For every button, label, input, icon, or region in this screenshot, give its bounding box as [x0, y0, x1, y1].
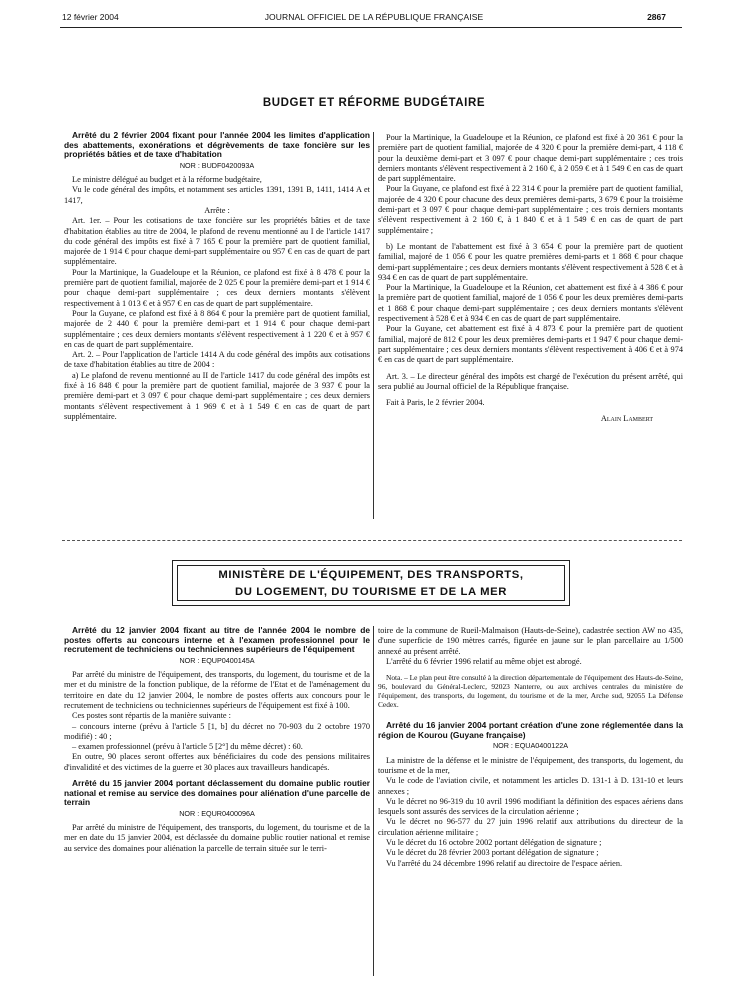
bottom-col1	[64, 626, 370, 854]
arrete3-p2: toire de la commune de Rueil-Malmaison (Hauts-de-Seine), cadastrée section AW no 435, d'une superficie de 190 mètres carrés, figurée en jaune sur le plan parcellaire au 1/500 annexé au présent arrêté.	[378, 626, 683, 656]
arrete1-martinique-abattement: Pour la Martinique, la Guadeloupe et la Réunion, cet abattement est fixé à 4 386 € pour la première part de quotient familial, majoré de 1 056 € pour les deux premières demi-parts et 1 868 € pour chaque demi-part supplémentaire ; ces deux derniers montants s'élèvent respectivement à 528 € et à 934 € en cas de quart de part supplémentaire.	[378, 283, 683, 324]
arrete1-abattement: b) Le montant de l'abattement est fixé à 3 654 € pour la première part de quotient familial, majoré de 1 056 € pour les quatre premières demi-parts et 1 868 € pour chaque demi-part supplémentaire ; ces deux derniers montants s'élèvent respectivement à 528 € et à 934 € en cas de quart de part supplémentaire.	[378, 241, 683, 282]
arrete4-title: Arrêté du 16 janvier 2004 portant création d'une zone réglementée dans la région de Kourou (Guyane française)	[378, 720, 683, 740]
section-title-line2: DU LOGEMENT, DU TOURISME ET DE LA MER	[235, 585, 507, 598]
header-journal-title: JOURNAL OFFICIEL DE LA RÉPUBLIQUE FRANÇAISE	[264, 12, 484, 22]
section-separator	[62, 540, 682, 541]
arrete1-article2: Art. 2. – Pour l'application de l'article 1414 A du code général des impôts aux cotisations de taxe d'habitation établies au titre de 2004 :	[64, 350, 370, 370]
arrete2-nor: NOR : EQUP0400145A	[179, 655, 255, 665]
arrete2-title: Arrêté du 12 janvier 2004 fixant au titre de l'année 2004 le nombre de postes offerts au concours interne et à l'examen professionnel pour le recrutement de techniciens ou techniciennes supérieurs de l'équipement	[64, 625, 370, 655]
arrete4-p7: Vu l'arrêté du 24 décembre 1996 relatif au directoire de l'espace aérien.	[386, 858, 623, 868]
arrete4-nor: NOR : EQUA0400122A	[492, 741, 569, 751]
arrete1-article1: Art. 1er. – Pour les cotisations de taxe foncière sur les propriétés bâties et de taxe d'habitation établies au titre de 2004, le plafond de revenu mentionné au I de l'article 1417 du code général des impôts est fixé à 7 165 € pour la première part de quotient familial, majorée de 1 914 € pour chaque demi-part supplémentaire ou 957 € en cas de quart de part supplémentaire.	[64, 216, 370, 267]
arrete1-title: Arrêté du 2 février 2004 fixant pour l'année 2004 les limites d'application des abattements, exonérations et dégrèvements de taxe foncière sur les propriétés bâties et de taxe d'habitation	[64, 130, 370, 160]
arrete1-article2-a: a) Le plafond de revenu mentionné au II de l'article 1417 du code général des impôts est fixé à 16 848 € pour la première part de quotient familial, majorée de 3 937 € pour la première demi-part et 3 097 € pour chaque demi-part supplémentaire ; ces deux derniers montants s'élèvent respectivement à 1 969 € et à 1 549 € en cas de quart de part supplémentaire.	[64, 370, 370, 421]
arrete1-nor: NOR : BUDF0420093A	[179, 160, 255, 170]
arrete4-p4: Vu le décret no 96-577 du 27 juin 1996 relatif aux attributions du directeur de la circulation aérienne militaire ;	[378, 817, 683, 837]
arrete3-p3: L'arrêté du 6 février 1996 relatif au même objet est abrogé.	[386, 656, 582, 666]
arrete1-fait: Fait à Paris, le 2 février 2004.	[386, 398, 485, 408]
arrete2-p3: – concours interne (prévu à l'article 5 [1, b] du décret no 70-903 du 2 octobre 1970 modifié) : 40 ;	[64, 721, 370, 741]
arrete1-arrete: Arrête :	[204, 205, 230, 215]
arrete1-guyane-abattement: Pour la Guyane, cet abattement est fixé à 4 873 € pour la première part de quotient familial, majoré de 812 € pour les deux premières demi-parts et 1 947 € pour chaque demi-part supplémentaire ; ces deux derniers montants s'élèvent respectivement à 406 € et à 974 € en cas de quart de part supplémentaire.	[378, 324, 683, 365]
bottom-col2	[378, 626, 683, 869]
section-title-box	[172, 560, 570, 606]
arrete1-martinique-plafond: Pour la Martinique, la Guadeloupe et la Réunion, ce plafond est fixé à 20 361 € pour la première part de quotient familial, majorée de 4 320 € pour la première demi-part, 4 118 € pour la deuxième demi-part et 3 097 € pour chaque demi-part supplémentaire ; ces trois derniers montants s'élèvent respectivement à 2 160 €, à 2 059 € et à 1 549 € en cas de quart de part supplémentaire.	[378, 133, 683, 184]
arrete4-p3: Vu le décret no 96-319 du 10 avril 1996 modifiant la définition des espaces aériens dans lesquels sont assurés des services de la circulation aérienne ;	[378, 796, 683, 817]
arrete4-p5: Vu le décret du 16 octobre 2002 portant délégation de signature ;	[386, 838, 602, 848]
arrete2-p5: En outre, 90 places seront offertes aux bénéficiaires du code des pensions militaires d'invalidité et des victimes de la guerre et 30 places aux travailleurs handicapés.	[64, 752, 370, 772]
arrete2-p2: Ces postes sont répartis de la manière suivante :	[72, 711, 231, 721]
arrete1-col1	[64, 131, 370, 422]
section-title-equipement	[177, 565, 565, 601]
arrete1-signature: Alain Lambert	[600, 414, 653, 424]
arrete1-minister: Le ministre délégué au budget et à la réforme budgétaire,	[72, 175, 262, 185]
header-rule	[60, 27, 682, 28]
arrete4-p1: La ministre de la défense et le ministre de l'équipement, des transports, du logement, du tourisme et de la mer,	[378, 755, 683, 775]
arrete1-article3: Art. 3. – Le directeur général des impôts est chargé de l'exécution du présent arrêté, qui sera publié au Journal officiel de la République française.	[378, 371, 683, 391]
header-page-number: 2867	[647, 12, 666, 22]
header-date: 12 février 2004	[62, 12, 119, 22]
arrete4-p2: Vu le code de l'aviation civile, et notamment les articles D. 131-1 à D. 131-10 et leurs annexes ;	[378, 776, 683, 796]
arrete1-article1-martinique: Pour la Martinique, la Guadeloupe et la Réunion, ce plafond est fixé à 8 478 € pour la première part de quotient familial, majorée de 2 025 € pour la première demi-part et 1 914 € pour chaque demi-part supplémentaire ; ces deux derniers montants s'élèvent respectivement à 1 013 € et à 957 € en cas de quart de part supplémentaire.	[64, 267, 370, 308]
section-title-budget: BUDGET ET RÉFORME BUDGÉTAIRE	[262, 97, 486, 109]
arrete1-col2	[378, 133, 683, 425]
page-header	[0, 12, 748, 24]
column-divider-bottom	[373, 626, 374, 976]
section-title-line1: MINISTÈRE DE L'ÉQUIPEMENT, DES TRANSPORTS,	[218, 569, 524, 581]
arrete1-guyane-plafond: Pour la Guyane, ce plafond est fixé à 22 314 € pour la première part de quotient familial, majorée de 4 320 € pour chacune des deux premières demi-parts, 3 679 € pour la troisième demi-part et 3 097 € pour chaque demi-part supplémentaire ; ces trois derniers montants s'élèvent respectivement à 2 160 €, à 1 840 € et à 1 549 € en cas de quart de part supplémentaire ;	[378, 184, 683, 235]
arrete1-article1-guyane: Pour la Guyane, ce plafond est fixé à 8 864 € pour la première part de quotient familial, majorée de 2 440 € pour la première demi-part et 1 914 € pour chaque demi-part supplémentaire ; ces deux derniers montants s'élèvent respectivement à 1 220 € et à 957 € en cas de quart de part supplémentaire.	[64, 308, 370, 349]
arrete1-vu: Vu le code général des impôts, et notamment ses articles 1391, 1391 B, 1411, 1414 A et 1417,	[64, 185, 370, 205]
arrete3-nota: Nota. – Le plan peut être consulté à la direction départementale de l'équipement des Hauts-de-Seine, 96, boulevard du Général-Leclerc, 92023 Nanterre, ou aux archives centrales du ministère de l'équipement, des transports, du logement, du tourisme et de la mer, Arche sud, 92055 La Défense Cedex.	[378, 673, 683, 710]
arrete3-title: Arrêté du 15 janvier 2004 portant déclassement du domaine public routier national et remise au service des domaines pour aliénation d'une parcelle de terrain	[64, 778, 370, 808]
column-divider-top	[373, 132, 374, 519]
arrete2-p4: – examen professionnel (prévu à l'article 5 [2°] du même décret) : 60.	[72, 742, 303, 752]
arrete3-nor: NOR : EQUR0400096A	[179, 808, 255, 818]
arrete3-p1: Par arrêté du ministre de l'équipement, des transports, du logement, du tourisme et de la mer en date du 15 janvier 2004, est déclassée du domaine public routier national et remise au service des domaines pour aliénation la parcelle de terrain située sur le terri-	[64, 823, 370, 853]
arrete2-p1: Par arrêté du ministre de l'équipement, des transports, du logement, du tourisme et de la mer et du ministre de la fonction publique, de la réforme de l'Etat et de l'aménagement du territoire en date du 12 janvier 2004, le nombre de postes offerts aux concours pour le recrutement de techniciens ou techniciennes supérieurs de l'équipement est fixé à 100.	[64, 670, 370, 710]
arrete4-p6: Vu le décret du 28 février 2003 portant délégation de signature ;	[386, 848, 599, 858]
